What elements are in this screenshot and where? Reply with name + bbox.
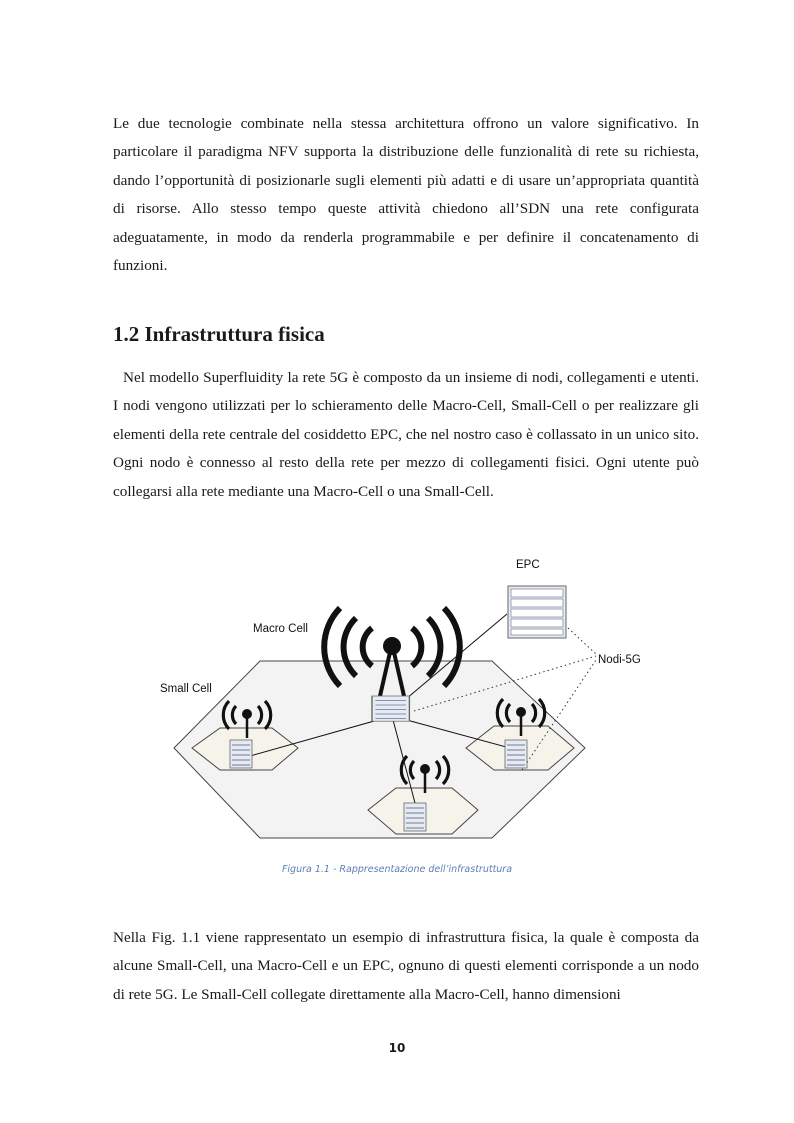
macro-node-icon <box>372 696 409 721</box>
label-nodes-5g: Nodi-5G <box>598 654 641 666</box>
label-small-cell: Small Cell <box>160 683 212 695</box>
figure-caption: Figura 1.1 - Rappresentazione dell’infrastruttura <box>281 864 513 875</box>
infrastructure-figure <box>150 548 650 848</box>
paragraph-intro: Le due tecnologie combinate nella stessa architettura offrono un valore significativo. In particolare il paradigma NFV supporta la distribuzione delle funzionalità di rete su richiesta, dando l’opportunità di posizionarle sugli elementi più adatti e di usare un’appropriata quantità di risorse. Allo stesso tempo queste attività chiedono all’SDN una rete configurata adeguatamente, in modo da renderla programmabile e per definire il concatenamento di funzioni. <box>113 115 699 275</box>
infrastructure-diagram <box>150 548 650 848</box>
paragraph-infrastructure: Nel modello Superfluidity la rete 5G è composto da un insieme di nodi, collegamenti e utenti. I nodi vengono utilizzati per lo schieramento delle Macro-Cell, Small-Cell o per realizzare gli elementi della rete centrale del cosiddetto EPC, che nel nostro caso è collassato in un unico sito. Ogni nodo è connesso al resto della rete per mezzo di collegamenti fisici. Ogni utente può collegarsi alla rete mediante una Macro-Cell o una Small-Cell. <box>113 369 699 500</box>
page-number: 10 <box>388 1041 406 1055</box>
small-node-left-icon <box>230 740 252 768</box>
section-heading: 1.2 Infrastruttura fisica <box>113 322 325 346</box>
label-macro-cell: Macro Cell <box>253 623 308 635</box>
small-node-bottom-icon <box>404 803 426 831</box>
epc-server-icon <box>508 586 566 638</box>
small-node-right-icon <box>505 740 527 768</box>
label-epc: EPC <box>516 559 540 571</box>
paragraph-figure-description: Nella Fig. 1.1 viene rappresentato un esempio di infrastruttura fisica, la quale è composta da alcune Small-Cell, una Macro-Cell e un EPC, ognuno di questi elementi corrisponde a un nodo di rete 5G. Le Small-Cell collegate direttamente alla Macro-Cell, hanno dimensioni <box>113 929 699 1003</box>
